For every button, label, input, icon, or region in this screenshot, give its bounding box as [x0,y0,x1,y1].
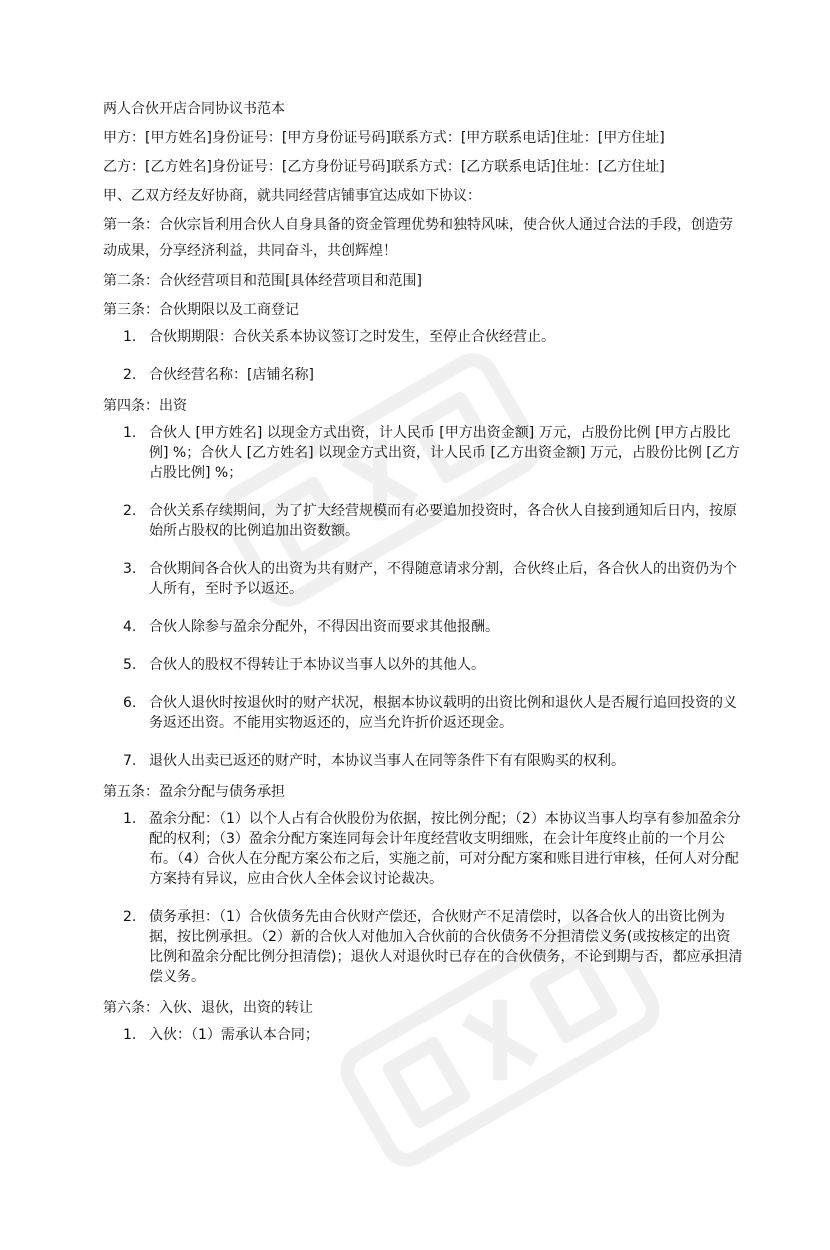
list-item [103,655,743,675]
list-item-text: 合伙人退伙时按退伙时的财产状况，根据本协议载明的出资比例和退伙人是否履行追回投资的义务返还出资。不能用实物返还的，应当允许折价返还现金。 [149,695,737,731]
list-item-text: 合伙经营名称：[店铺名称] [149,367,314,383]
list-item-number: 1. [123,329,137,345]
document-body [103,96,743,1053]
list-item-number: 1. [123,811,137,827]
article-3-list [103,327,743,385]
article-4-heading: 第四条：出资 [103,398,187,414]
article-3-heading: 第三条：合伙期限以及工商登记 [103,302,299,318]
list-item [103,365,743,385]
article-5-list [103,809,743,987]
article-5-heading: 第五条：盈余分配与债务承担 [103,784,285,800]
list-item-text: 退伙人出卖已返还的财产时，本协议当事人在同等条件下有有限购买的权利。 [149,753,625,769]
list-item-number: 2. [123,909,137,925]
list-item-number: 3. [123,561,137,577]
list-item-number: 1. [123,1027,137,1043]
list-item [103,809,743,889]
list-item-number: 5. [123,657,137,673]
article-1: 第一条：合伙宗旨利用合伙人自身具备的资金管理优势和独特风味，使合伙人通过合法的手段，创造劳动成果，分享经济利益，共同奋斗，共创辉煌！ [103,217,733,259]
list-item-text: 合伙人 [甲方姓名] 以现金方式出资，计人民币 [甲方出资金额] 万元，占股份比例 [甲方占股比例] %；合伙人 [乙方姓名] 以现金方式出资，计人民币 [乙方出资金额] 万元，占股份比例 [乙方占股比例] %； [149,425,740,481]
list-item [103,501,743,541]
list-item-text: 入伙：（1）需承认本合同； [149,1027,319,1043]
article-2: 第二条：合伙经营项目和范围[具体经营项目和范围] [103,273,422,289]
document-title: 两人合伙开店合同协议书范本 [103,101,285,117]
list-item-number: 2. [123,503,137,519]
list-item-number: 2. [123,367,137,383]
list-item-number: 6. [123,695,137,711]
party-b-info: 乙方：[乙方姓名]身份证号：[乙方身份证号码]联系方式：[乙方联系电话]住址：[乙方住址] [103,159,665,175]
list-item [103,617,743,637]
list-item-number: 1. [123,425,137,441]
article-6-list [103,1025,743,1045]
list-item-text: 合伙人除参与盈余分配外，不得因出资而要求其他报酬。 [149,619,499,635]
article-4-list [103,423,743,771]
list-item-text: 合伙期期限：合伙关系本协议签订之时发生，至停止合伙经营止。 [149,329,555,345]
list-item [103,693,743,733]
list-item-number: 4. [123,619,137,635]
intro-paragraph: 甲、乙双方经友好协商，就共同经营店铺事宜达成如下协议： [103,188,481,204]
list-item-text: 合伙人的股权不得转让于本协议当事人以外的其他人。 [149,657,485,673]
list-item [103,1025,743,1045]
list-item [103,423,743,483]
list-item [103,751,743,771]
list-item-number: 7. [123,753,137,769]
list-item-text: 合伙关系存续期间，为了扩大经营规模而有必要追加投资时，各合伙人自接到通知后日内，按原始所占股权的比例追加出资数额。 [149,503,737,539]
list-item-text: 债务承担：（1）合伙债务先由合伙财产偿还，合伙财产不足清偿时，以各合伙人的出资比例为据，按比例承担。（2）新的合伙人对他加入合伙前的合伙债务不分担清偿义务(或按核定的出资比例和盈余分配比例分担清偿)；退伙人对退伙时已存在的合伙债务，不论到期与否，都应承担清偿义务。 [149,909,743,985]
list-item [103,907,743,987]
list-item [103,559,743,599]
article-6-heading: 第六条：入伙、退伙，出资的转让 [103,1000,313,1016]
list-item-text: 合伙期间各合伙人的出资为共有财产，不得随意请求分割，合伙终止后，各合伙人的出资仍为个人所有，至时予以返还。 [149,561,737,597]
party-a-info: 甲方：[甲方姓名]身份证号：[甲方身份证号码]联系方式：[甲方联系电话]住址：[甲方住址] [103,130,665,146]
list-item [103,327,743,347]
list-item-text: 盈余分配：（1）以个人占有合伙股份为依据，按比例分配；（2）本协议当事人均享有参加盈余分配的权利；（3）盈余分配方案连同每会计年度经营收支明细账，在会计年度终止前的一个月公布。（4）合伙人在分配方案公布之后，实施之前，可对分配方案和账目进行审核，任何人对分配方案持有异议，应由合伙人全体会议讨论裁决。 [149,811,741,887]
